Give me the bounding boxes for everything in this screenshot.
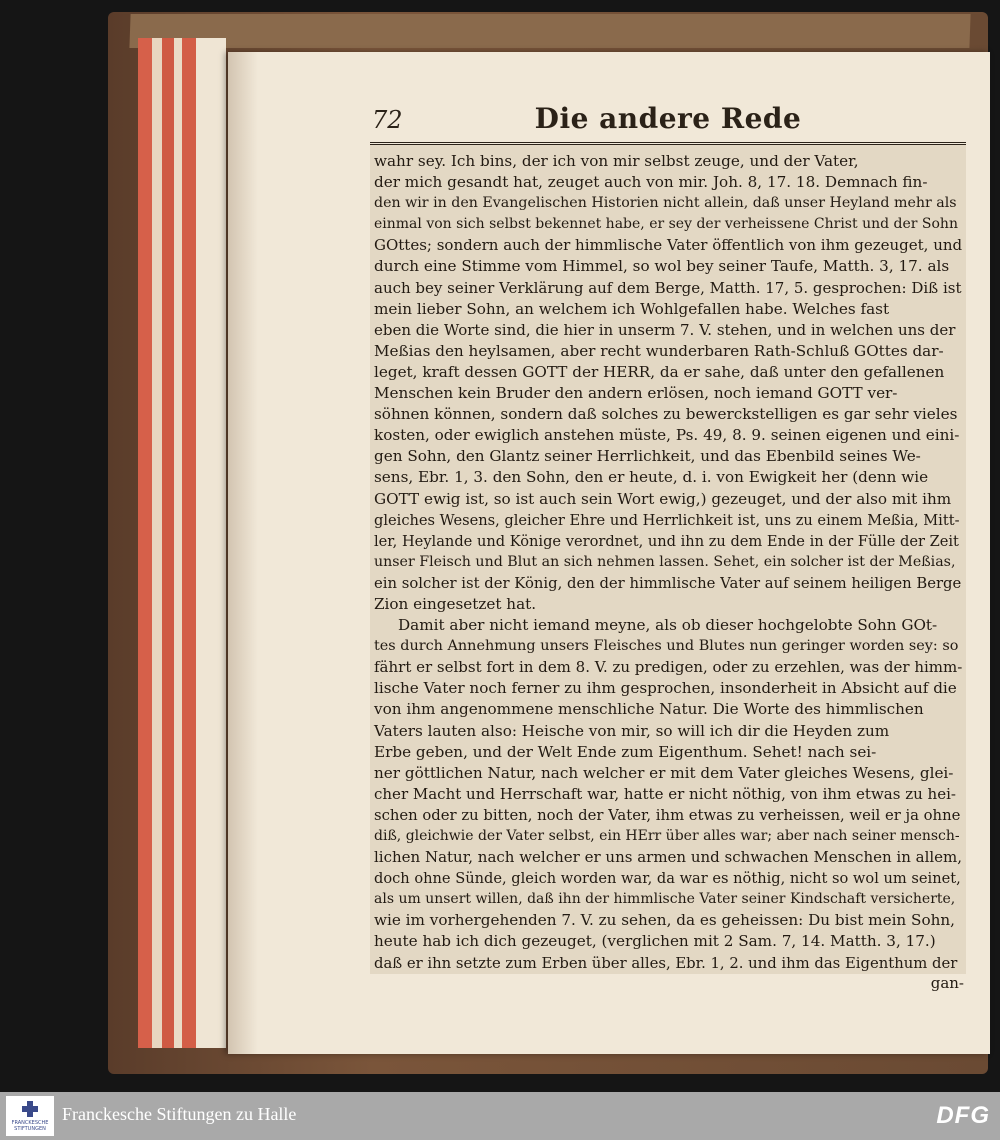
page-edge [138,38,152,1048]
text-line: leget, kraft dessen GOTT der HERR, da er sahe, daß unter den gefallenen [374,362,945,381]
text-line: söhnen können, sondern daß solches zu bewerckstelligen es gar sehr vieles [374,405,958,424]
page-header [370,100,966,145]
text-line: heute hab ich dich gezeuget, (verglichen mit 2 Sam. 7, 14. Matth. 3, 17.) [374,932,936,951]
text-line: durch eine Stimme vom Himmel, so wol bey seiner Taufe, Matth. 3, 17. als [374,257,950,276]
text-line: schen oder zu bitten, noch der Vater, ihm etwas zu verheissen, weil er ja ohne [374,806,961,824]
gutter-shadow [228,52,258,1054]
page-edge [174,38,182,1048]
running-head: Die andere Rede [534,102,802,135]
page-edge [182,38,196,1048]
cross-icon [22,1101,38,1117]
text-line: GOTT ewig ist, so ist auch sein Wort ewig,) gezeuget, und der also mit ihm [374,489,952,508]
text-line: ner göttlichen Natur, nach welcher er mit dem Vater gleiches Wesens, glei- [374,763,954,782]
book-cover-top [129,14,970,48]
text-line: auch bey seiner Verklärung auf dem Berge, Matth. 17, 5. gesprochen: Diß ist [374,278,962,297]
institution-logo[interactable] [6,1096,54,1136]
text-line: unser Fleisch und Blut an sich nehmen lassen. Sehet, ein solcher ist der Meßias, [374,553,956,570]
page-body [370,145,966,974]
text-line: cher Macht und Herrschaft war, hatte er nicht nöthig, von ihm etwas zu hei- [374,784,956,803]
page-edge [162,38,174,1048]
text-line: ein solcher ist der König, den der himmlische Vater auf seinem heiligen Berge [374,574,962,592]
text-line: von ihm angenommene menschliche Natur. Die Worte des himmlischen [374,700,924,719]
text-line: Zion eingesetzet hat. [374,594,537,613]
text-line: eben die Worte sind, die hier in unserm 7. V. stehen, und in welchen uns der [374,320,956,339]
text-line: GOttes; sondern auch der himmlische Vater öffentlich von ihm gezeuget, und [374,236,963,255]
text-line: lische Vater noch ferner zu ihm gesprochen, insonderheit in Absicht auf die [374,679,957,698]
text-line: den wir in den Evangelischen Historien nicht allein, daß unser Heyland mehr als [374,195,957,212]
text-line: Meßias den heylsamen, aber recht wunderbaren Rath-Schluß GOttes dar- [374,341,944,360]
text-line: tes durch Annehmung unsers Fleisches und Blutes nun geringer worden sey: so [374,638,959,655]
text-line: gen Sohn, den Glantz seiner Herrlichkeit, und das Ebenbild seines We- [374,447,921,466]
text-line: doch ohne Sünde, gleich worden war, da war es nöthig, nicht so wol um seinet, [374,870,961,888]
text-line: einmal von sich selbst bekennet habe, er sey der verheissene Christ und der Sohn [374,216,958,233]
text-line: wie im vorhergehenden 7. V. zu sehen, da es geheissen: Du bist mein Sohn, [374,911,955,930]
text-line: mein lieber Sohn, an welchem ich Wohlgefallen habe. Welches fast [374,299,890,318]
text-line: Vaters lauten also: Heische von mir, so will ich dir die Heyden zum [374,721,890,740]
text-line: gleiches Wesens, gleicher Ehre und Herrlichkeit ist, uns zu einem Meßia, Mitt- [374,511,960,529]
institution-name[interactable]: Franckesche Stiftungen zu Halle [62,1104,297,1124]
dfg-logo[interactable]: DFG [936,1102,990,1129]
text-line: der mich gesandt hat, zeuget auch von mir. Joh. 8, 17. 18. Demnach fin- [374,173,928,192]
text-line: wahr sey. Ich bins, der ich von mir selbst zeuge, und der Vater, [374,152,859,170]
text-line: daß er ihn setzte zum Erben über alles, Ebr. 1, 2. und ihm das Eigenthum der [374,954,958,972]
page-edge [196,38,226,1048]
text-line: sens, Ebr. 1, 3. den Sohn, den er heute, d. i. von Ewigkeit her (denn wie [374,468,929,487]
viewer-footer [0,1092,1000,1140]
page-number: 72 [372,106,403,134]
text-line: diß, gleichwie der Vater selbst, ein HErr über alles war; aber nach seiner mensch- [374,828,960,844]
text-line: Erbe geben, und der Welt Ende zum Eigenthum. Sehet! nach sei- [374,742,877,761]
page-edge [152,38,162,1048]
text-line: fährt er selbst fort in dem 8. V. zu predigen, oder zu erzehlen, was der himm- [374,658,963,677]
text-line: lichen Natur, nach welcher er uns armen und schwachen Menschen in allem, [374,848,963,867]
text-line: kosten, oder ewiglich anstehen müste, Ps. 49, 8. 9. seinen eigenen und eini- [374,426,960,445]
text-line: als um unsert willen, daß ihn der himmlische Vater seiner Kindschaft versicherte, [374,891,956,908]
text-line: Damit aber nicht iemand meyne, als ob dieser hochgelobte Sohn GOt- [398,616,938,635]
catchword: gan- [930,973,964,992]
page-text-area [370,100,966,992]
logo-text: FRANCKESCHE STIFTUNGEN [11,1119,49,1132]
text-line: Menschen kein Bruder den andern erlösen, noch iemand GOTT ver- [374,384,898,403]
text-line: ler, Heylande und Könige verordnet, und ihn zu dem Ende in der Fülle der Zeit [374,532,959,550]
